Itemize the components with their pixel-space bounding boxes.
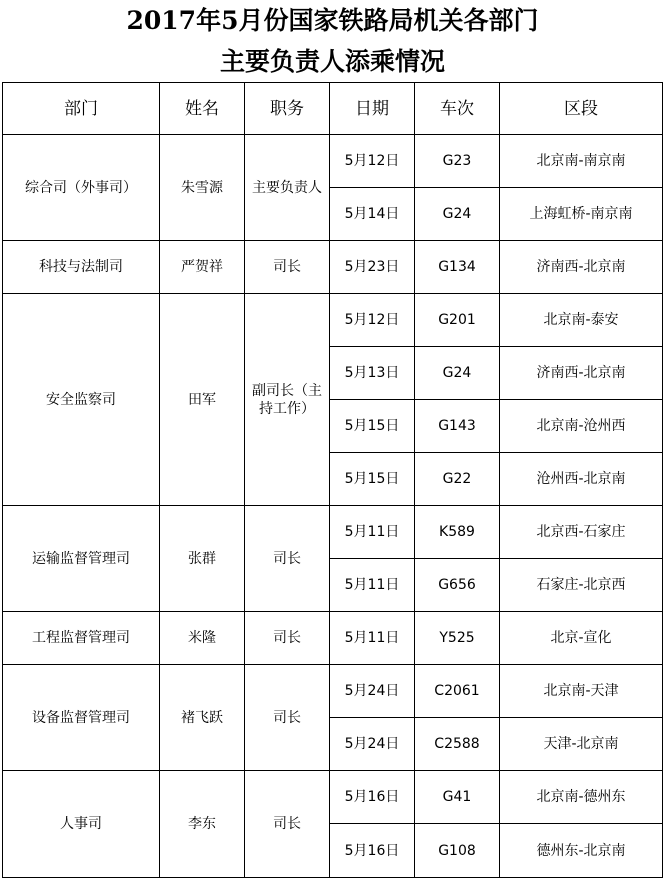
date-cell: 5月12日 xyxy=(330,294,415,347)
train-cell: G24 xyxy=(415,188,500,241)
date-cell: 5月16日 xyxy=(330,771,415,824)
train-cell: Y525 xyxy=(415,612,500,665)
department-cell: 运输监督管理司 xyxy=(3,506,160,612)
section-cell: 北京西-石家庄 xyxy=(500,506,663,559)
name-cell: 朱雪源 xyxy=(160,135,245,241)
section-cell: 德州东-北京南 xyxy=(500,824,663,878)
train-cell: K589 xyxy=(415,506,500,559)
train-cell: G24 xyxy=(415,347,500,400)
section-cell: 上海虹桥-南京南 xyxy=(500,188,663,241)
department-cell: 综合司（外事司） xyxy=(3,135,160,241)
date-cell: 5月11日 xyxy=(330,559,415,612)
section-cell: 济南西-北京南 xyxy=(500,241,663,294)
train-cell: C2061 xyxy=(415,665,500,718)
table-row xyxy=(3,665,663,718)
date-cell: 5月11日 xyxy=(330,506,415,559)
header-position: 职务 xyxy=(245,83,330,135)
department-cell: 工程监督管理司 xyxy=(3,612,160,665)
department-cell: 安全监察司 xyxy=(3,294,160,506)
duty-ride-table xyxy=(2,82,663,878)
section-cell: 北京南-德州东 xyxy=(500,771,663,824)
table-header-row xyxy=(3,83,663,135)
train-cell: G201 xyxy=(415,294,500,347)
name-cell: 严贺祥 xyxy=(160,241,245,294)
train-cell: G656 xyxy=(415,559,500,612)
date-cell: 5月16日 xyxy=(330,824,415,878)
train-cell: G134 xyxy=(415,241,500,294)
table-row xyxy=(3,135,663,188)
table-row xyxy=(3,612,663,665)
train-cell: G143 xyxy=(415,400,500,453)
date-cell: 5月13日 xyxy=(330,347,415,400)
name-cell: 米隆 xyxy=(160,612,245,665)
section-cell: 北京南-沧州西 xyxy=(500,400,663,453)
section-cell: 北京南-天津 xyxy=(500,665,663,718)
date-cell: 5月15日 xyxy=(330,400,415,453)
section-cell: 沧州西-北京南 xyxy=(500,453,663,506)
table-row xyxy=(3,241,663,294)
document-title-line2: 主要负责人添乘情况 xyxy=(219,47,445,76)
header-name: 姓名 xyxy=(160,83,245,135)
section-cell: 济南西-北京南 xyxy=(500,347,663,400)
date-cell: 5月14日 xyxy=(330,188,415,241)
section-cell: 北京南-泰安 xyxy=(500,294,663,347)
department-cell: 人事司 xyxy=(3,771,160,878)
department-cell: 设备监督管理司 xyxy=(3,665,160,771)
table-row xyxy=(3,771,663,824)
section-cell: 天津-北京南 xyxy=(500,718,663,771)
header-department: 部门 xyxy=(3,83,160,135)
train-cell: G41 xyxy=(415,771,500,824)
position-cell: 副司长（主持工作） xyxy=(245,294,330,506)
date-cell: 5月24日 xyxy=(330,665,415,718)
header-date: 日期 xyxy=(330,83,415,135)
name-cell: 张群 xyxy=(160,506,245,612)
name-cell: 李东 xyxy=(160,771,245,878)
name-cell: 褚飞跃 xyxy=(160,665,245,771)
position-cell: 司长 xyxy=(245,665,330,771)
position-cell: 主要负责人 xyxy=(245,135,330,241)
position-cell: 司长 xyxy=(245,241,330,294)
section-cell: 石家庄-北京西 xyxy=(500,559,663,612)
header-section: 区段 xyxy=(500,83,663,135)
position-cell: 司长 xyxy=(245,612,330,665)
date-cell: 5月11日 xyxy=(330,612,415,665)
section-cell: 北京南-南京南 xyxy=(500,135,663,188)
date-cell: 5月23日 xyxy=(330,241,415,294)
train-cell: G23 xyxy=(415,135,500,188)
section-cell: 北京-宣化 xyxy=(500,612,663,665)
date-cell: 5月15日 xyxy=(330,453,415,506)
train-cell: G108 xyxy=(415,824,500,878)
table-row xyxy=(3,506,663,559)
date-cell: 5月24日 xyxy=(330,718,415,771)
department-cell: 科技与法制司 xyxy=(3,241,160,294)
train-cell: G22 xyxy=(415,453,500,506)
date-cell: 5月12日 xyxy=(330,135,415,188)
position-cell: 司长 xyxy=(245,506,330,612)
name-cell: 田军 xyxy=(160,294,245,506)
header-train: 车次 xyxy=(415,83,500,135)
train-cell: C2588 xyxy=(415,718,500,771)
table-row xyxy=(3,294,663,347)
position-cell: 司长 xyxy=(245,771,330,878)
document-title-line1: 2017年5月份国家铁路局机关各部门 xyxy=(126,6,539,35)
